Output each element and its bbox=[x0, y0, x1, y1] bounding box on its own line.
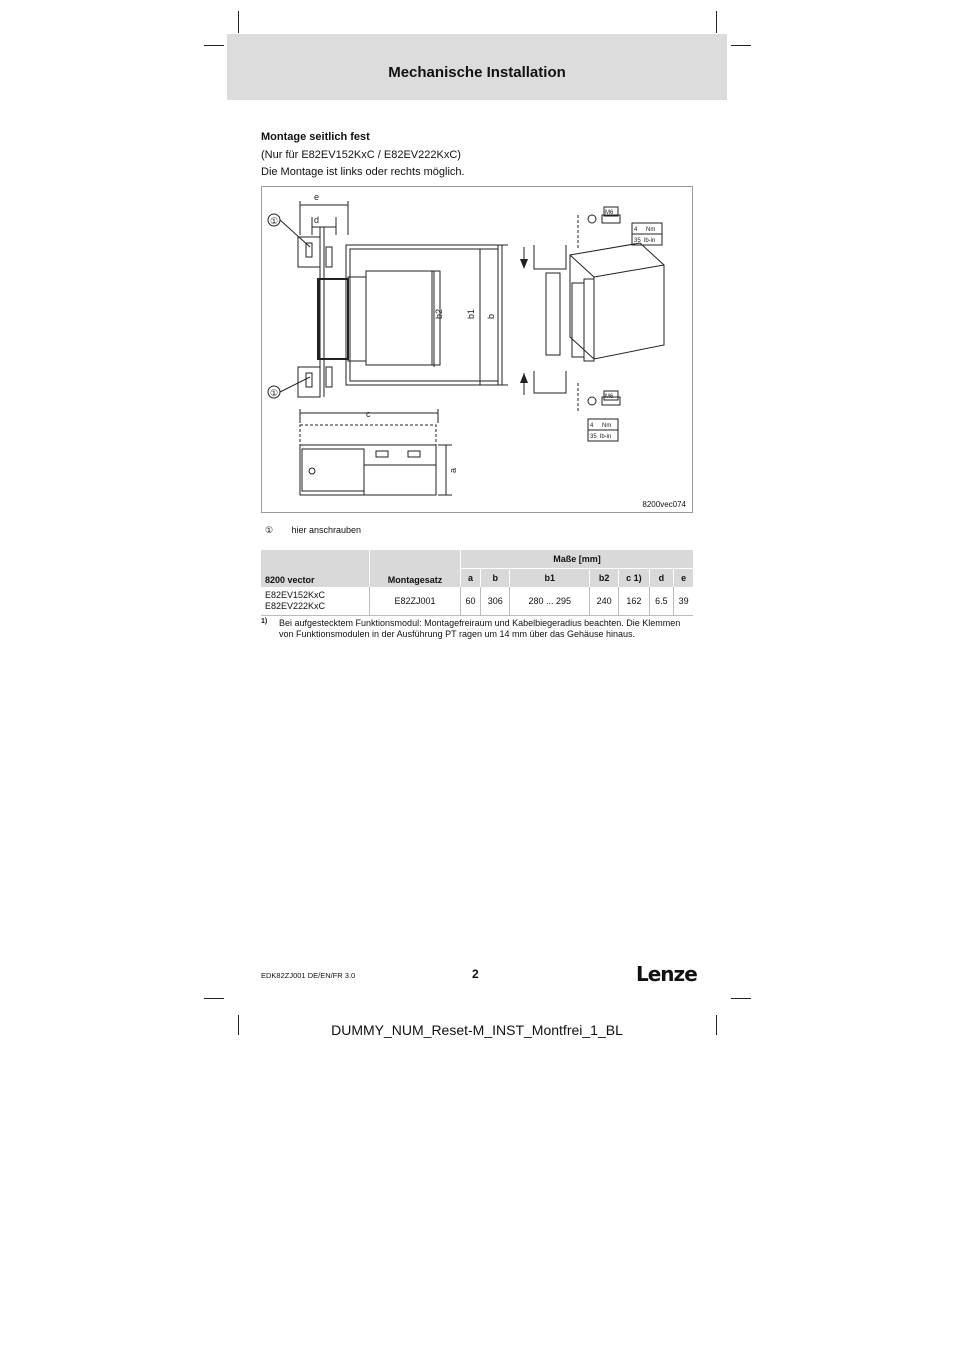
torque-nm-unit-top: Nm bbox=[646, 227, 656, 233]
value-b2: 240 bbox=[590, 587, 619, 615]
callout-bottom: ① bbox=[270, 388, 279, 398]
page-title: Mechanische Installation bbox=[388, 64, 566, 81]
device-name: E82EV152KxC bbox=[265, 589, 326, 600]
torque-lbin-unit-top: lb-in bbox=[644, 238, 656, 244]
housing-outline bbox=[346, 245, 502, 385]
col-e: e bbox=[674, 569, 693, 588]
torque-lbin-bottom: 35 bbox=[590, 434, 597, 440]
torque-nm-unit-bottom: Nm bbox=[602, 423, 612, 429]
screw-label-top: M6 bbox=[605, 210, 614, 216]
dim-label-c: c bbox=[366, 409, 371, 419]
value-d: 6.5 bbox=[649, 587, 674, 615]
crop-mark bbox=[731, 45, 751, 46]
crop-mark bbox=[731, 998, 751, 999]
page-number: 2 bbox=[472, 967, 479, 981]
torque-lbin-unit-bottom: lb-in bbox=[600, 434, 612, 440]
col-group-dims: Maße [mm] bbox=[461, 550, 694, 569]
brand-logo: Lenze bbox=[636, 962, 697, 986]
table-row bbox=[261, 587, 693, 615]
col-b: b bbox=[481, 569, 510, 588]
dim-label-d: d bbox=[314, 215, 320, 225]
dim-label-b: b bbox=[486, 313, 496, 319]
footnote-text: Bei aufgestecktem Funktionsmodul: Montagefreiraum und Kabelbiegeradius beachten. Die Klemmen von Funktionsmodulen in der Ausführung PT ragen um 14 mm über das Gehäuse hinaus. bbox=[279, 618, 681, 639]
crop-mark bbox=[204, 998, 224, 999]
footnote-marker: 1) bbox=[261, 618, 268, 625]
device-cell bbox=[261, 587, 370, 615]
mounting-drawing bbox=[262, 187, 694, 514]
col-device: 8200 vector bbox=[261, 550, 370, 587]
col-b1: b1 bbox=[510, 569, 590, 588]
value-a: 60 bbox=[461, 587, 481, 615]
legend-marker: ① bbox=[265, 525, 274, 535]
mounting-figure bbox=[261, 186, 693, 513]
dim-label-b1: b1 bbox=[466, 308, 476, 319]
device-name: E82EV222KxC bbox=[265, 600, 326, 611]
value-e: 39 bbox=[674, 587, 693, 615]
crop-mark bbox=[238, 11, 239, 33]
col-kit: Montagesatz bbox=[370, 550, 461, 587]
value-b: 306 bbox=[481, 587, 510, 615]
intro-line-models: (Nur für E82EV152KxC / E82EV222KxC) bbox=[261, 149, 461, 161]
dim-label-a: a bbox=[448, 467, 458, 473]
header-band bbox=[227, 34, 727, 100]
figure-code: 8200vec074 bbox=[642, 500, 686, 509]
job-label: DUMMY_NUM_Reset-M_INST_Montfrei_1_BL bbox=[331, 1022, 623, 1038]
col-d: d bbox=[649, 569, 674, 588]
value-b1: 280 ... 295 bbox=[510, 587, 590, 615]
legend-row bbox=[265, 525, 361, 536]
intro-line-orientation: Die Montage ist links oder rechts möglich. bbox=[261, 166, 465, 178]
torque-nm-bottom: 4 bbox=[590, 423, 594, 429]
callout-top: ① bbox=[270, 216, 279, 226]
torque-nm-top: 4 bbox=[634, 227, 638, 233]
crop-mark bbox=[716, 11, 717, 33]
value-c: 162 bbox=[619, 587, 649, 615]
dim-label-b2: b2 bbox=[434, 308, 444, 319]
col-b2: b2 bbox=[590, 569, 619, 588]
dimensions-table bbox=[261, 550, 693, 616]
legend-text: hier anschrauben bbox=[291, 525, 362, 535]
col-a: a bbox=[461, 569, 481, 588]
kit-cell: E82ZJ001 bbox=[370, 587, 461, 615]
crop-mark bbox=[204, 45, 224, 46]
col-c: c 1) bbox=[619, 569, 649, 588]
document-code: EDK82ZJ001 DE/EN/FR 3.0 bbox=[261, 971, 356, 980]
footnote bbox=[261, 618, 695, 640]
torque-lbin-top: 35 bbox=[634, 238, 641, 244]
section-heading: Montage seitlich fest bbox=[261, 131, 370, 143]
screw-label-bottom: M6 bbox=[605, 394, 614, 400]
dim-label-e: e bbox=[314, 192, 320, 202]
